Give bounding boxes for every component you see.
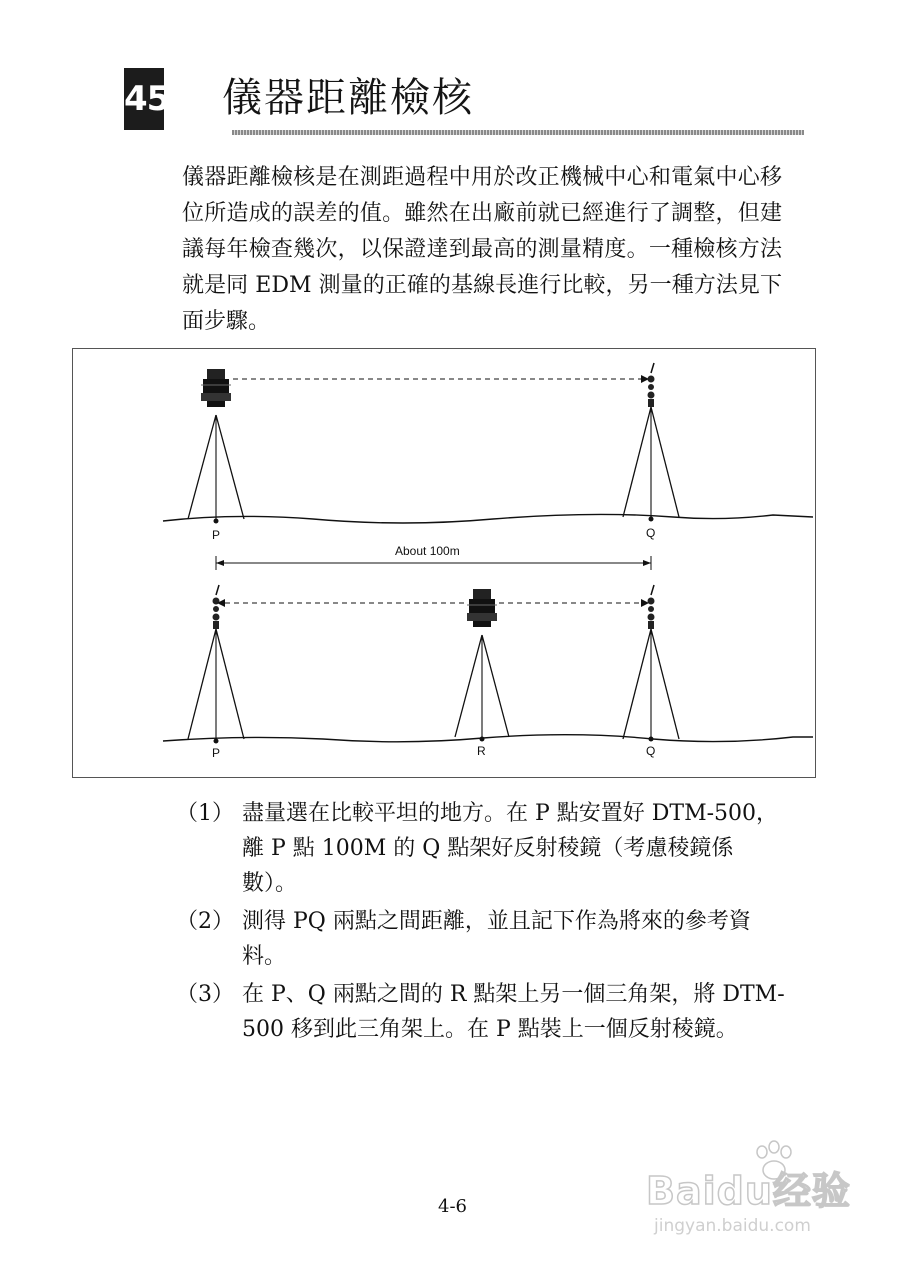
prism-top-q — [623, 363, 679, 517]
watermark-brand: Baidu经验 — [646, 1169, 851, 1213]
step-number: （3） — [176, 982, 234, 1007]
label-bottom-p: P — [212, 746, 221, 760]
intro-paragraph: 儀器距離檢核是在測距過程中用於改正機械中心和電氣中心移位所造成的誤差的值。雖然在出廠前就已經進行了調整，但建議每年檢查幾次，以保證達到最高的測量精度。一種檢核方法就是同 EDM 測量的正確的基線長進行比較，另一種方法見下面步驟。 — [182, 165, 782, 334]
watermark — [640, 1140, 890, 1250]
step-text: 測得 PQ 兩點之間距離，並且記下作為將來的參考資料。 — [242, 909, 751, 969]
chapter-title: 儀器距離檢核 — [222, 75, 474, 121]
step-text: 在 P、Q 兩點之間的 R 點架上另一個三角架，將 DTM-500 移到此三角架上。在 P 點裝上一個反射稜鏡。 — [242, 982, 785, 1042]
step-item — [176, 796, 786, 901]
total-station-bottom-r — [455, 589, 509, 737]
prism-bottom-q — [623, 585, 679, 739]
watermark-url: jingyan.baidu.com — [654, 1216, 811, 1236]
prism-bottom-p — [188, 585, 244, 739]
step-text: 盡量選在比較平坦的地方。在 P 點安置好 DTM-500，離 P 點 100M 的 Q 點架好反射稜鏡（考慮稜鏡係數）。 — [242, 801, 779, 896]
total-station-top-p — [188, 369, 244, 519]
label-top-p: P — [212, 528, 221, 542]
figure-distance-check — [72, 348, 816, 778]
label-bottom-r: R — [477, 744, 486, 758]
step-number: （2） — [176, 909, 234, 934]
title-divider — [232, 130, 804, 135]
ground-line-bottom — [163, 735, 813, 742]
step-item — [176, 904, 786, 974]
figure-diagram — [73, 349, 817, 779]
ground-line-top — [163, 514, 813, 523]
distance-label: About 100m — [395, 544, 460, 558]
step-number: （1） — [176, 801, 234, 826]
page-number: 4-6 — [438, 1196, 467, 1217]
label-bottom-q: Q — [646, 744, 656, 758]
label-top-q: Q — [646, 526, 656, 540]
step-item — [176, 977, 786, 1047]
procedure-steps — [176, 796, 786, 1050]
chapter-number-badge: 45 — [124, 68, 164, 130]
